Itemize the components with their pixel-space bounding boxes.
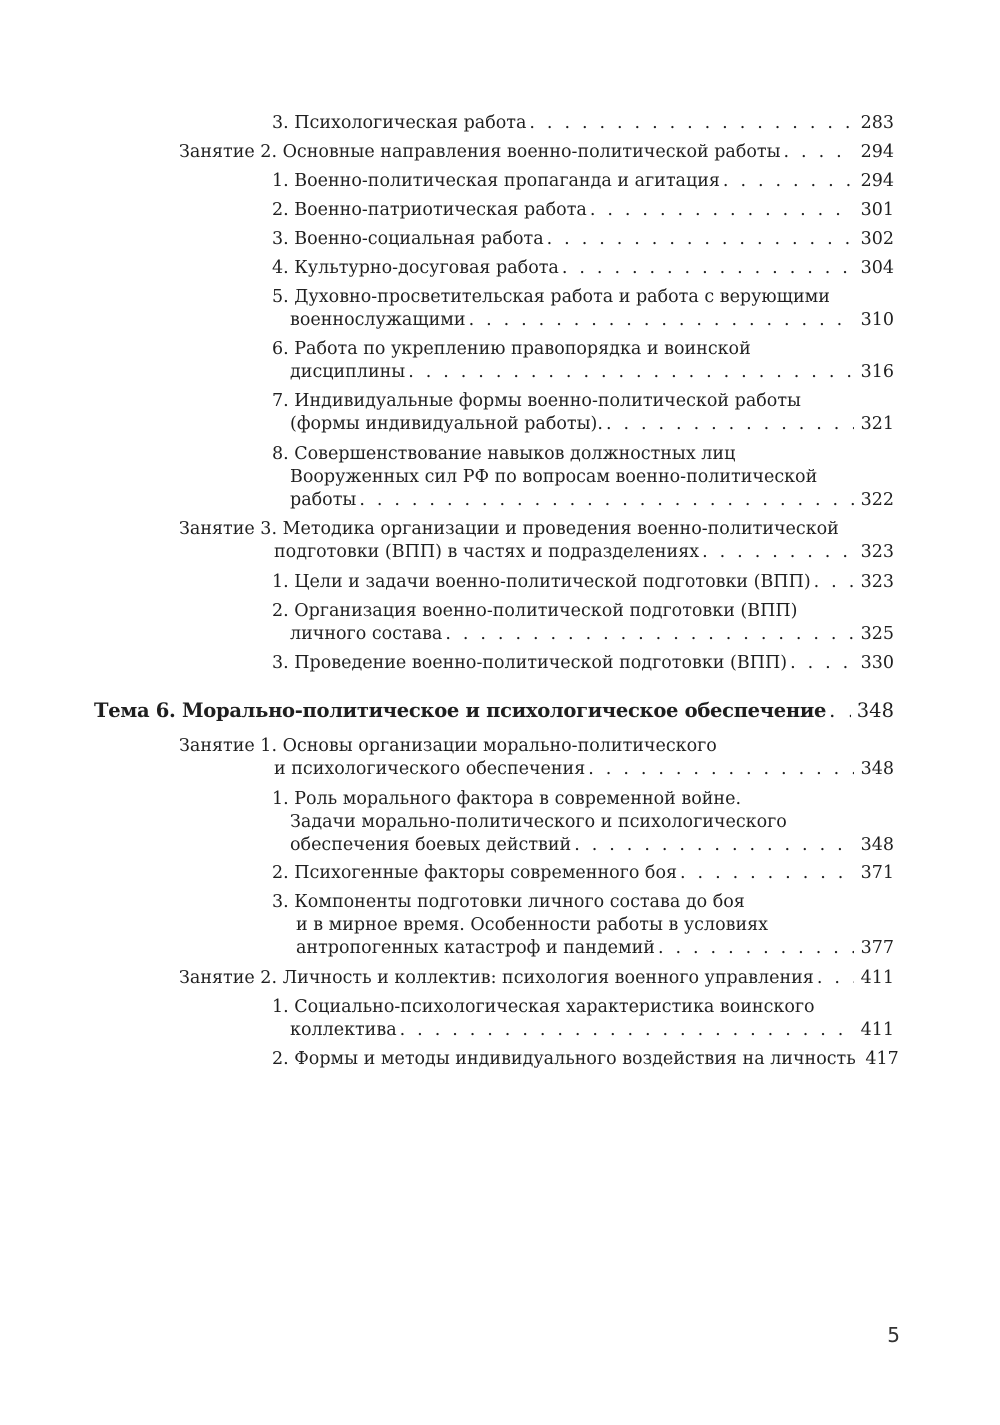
- toc-entry-title: 2. Организация военно-политической подготовки (ВПП): [272, 601, 798, 621]
- toc-entry: [272, 1048, 899, 1071]
- toc-entry: [272, 443, 894, 512]
- toc-entry: [272, 170, 894, 193]
- toc-entry-title: обеспечения боевых действий: [290, 835, 572, 855]
- leader-dots: [397, 1019, 854, 1042]
- toc-entry: [272, 652, 894, 675]
- toc-entry: [272, 112, 894, 135]
- toc-entry-title: 2. Формы и методы индивидуального воздействия на личность: [272, 1049, 856, 1069]
- toc-entry-page: 411: [860, 968, 894, 988]
- toc-entry: [272, 571, 894, 594]
- leader-dots: [466, 309, 854, 332]
- toc-entry-title: и в мирное время. Особенности работы в условиях: [296, 915, 769, 935]
- toc-entry-page: 348: [856, 699, 894, 722]
- toc-entry-title: дисциплины: [290, 362, 406, 382]
- toc-entry-page: 310: [860, 310, 894, 330]
- toc-entry-title: 6. Работа по укреплению правопорядка и воинской: [272, 339, 751, 359]
- toc-theme-heading: [94, 699, 894, 723]
- toc-entry-title: личного состава: [290, 624, 443, 644]
- toc-entry-title: Задачи морально-политического и психологического: [290, 812, 787, 832]
- leader-dots: [571, 834, 854, 857]
- leader-dots: [585, 758, 854, 781]
- toc-entry-title: Занятие 3. Методика организации и проведения военно-политической: [179, 519, 839, 539]
- toc-entry-page: 325: [860, 624, 894, 644]
- toc-entry-title: 4. Культурно-досуговая работа: [272, 258, 559, 278]
- leader-dots: [856, 1048, 859, 1071]
- toc-entry-title: Занятие 2. Личность и коллектив: психология военного управления: [179, 968, 814, 988]
- toc-entry: [272, 862, 894, 885]
- toc-entry-title: (формы индивидуальной работы).: [290, 414, 603, 434]
- toc-entry: [272, 199, 894, 222]
- leader-dots: [811, 571, 854, 594]
- toc-entry-title: 1. Военно-политическая пропаганда и агитация: [272, 171, 720, 191]
- toc-entry-page: 417: [865, 1049, 899, 1069]
- toc-entry-page: 301: [860, 200, 894, 220]
- toc-entry-page: 330: [860, 653, 894, 673]
- toc-entry-title: антропогенных катастроф и пандемий: [296, 938, 655, 958]
- toc-entry: [272, 600, 894, 646]
- toc-entry-title: 5. Духовно-просветительская работа и работа с верующими: [272, 287, 830, 307]
- toc-entry-title: 2. Военно-патриотическая работа: [272, 200, 587, 220]
- toc-entry-page: 321: [860, 414, 894, 434]
- toc-entry: [179, 967, 894, 990]
- leader-dots: [603, 413, 854, 436]
- leader-dots: [677, 862, 854, 885]
- leader-dots: [356, 489, 854, 512]
- toc-entry-title: подготовки (ВПП) в частях и подразделениях: [274, 542, 700, 562]
- toc-entry-title: 1. Социально-психологическая характеристика воинского: [272, 997, 815, 1017]
- leader-dots: [720, 170, 854, 193]
- leader-dots: [559, 257, 854, 280]
- toc-entry-title: 1. Цели и задачи военно-политической подготовки (ВПП): [272, 572, 811, 592]
- toc-entry-page: 323: [860, 572, 894, 592]
- toc-entry-title: Вооруженных сил РФ по вопросам военно-политической: [290, 467, 818, 487]
- toc-entry-title: 3. Психологическая работа: [272, 113, 527, 133]
- toc-entry-title: 3. Компоненты подготовки личного состава до боя: [272, 892, 745, 912]
- leader-dots: [405, 361, 854, 384]
- toc-entry: [272, 390, 894, 436]
- toc-entry: [272, 788, 894, 857]
- leader-dots: [655, 937, 854, 960]
- toc-entry-title: 2. Психогенные факторы современного боя: [272, 863, 678, 883]
- toc-entry-page: 294: [860, 171, 894, 191]
- toc-entry-page: 348: [860, 759, 894, 779]
- toc-entry-title: 7. Индивидуальные формы военно-политической работы: [272, 391, 801, 411]
- leader-dots: [781, 141, 854, 164]
- toc-entry: [179, 518, 894, 564]
- toc-entry-title: Занятие 1. Основы организации морально-политического: [179, 736, 717, 756]
- leader-dots: [526, 112, 854, 135]
- page-number: 5: [887, 1323, 900, 1347]
- toc-entry: [272, 257, 894, 280]
- leader-dots: [544, 228, 854, 251]
- toc-entry: [272, 891, 894, 960]
- toc-entry-page: 377: [860, 938, 894, 958]
- toc-entry-page: 371: [860, 863, 894, 883]
- toc-entry-title: работы: [290, 490, 357, 510]
- toc-entry-title: военнослужащими: [290, 310, 466, 330]
- leader-dots: [826, 699, 851, 723]
- leader-dots: [587, 199, 854, 222]
- toc-entry-page: 304: [860, 258, 894, 278]
- toc-entry: [272, 286, 894, 332]
- toc-entry-title: коллектива: [290, 1020, 397, 1040]
- toc-entry-title: и психологического обеспечения: [274, 759, 586, 779]
- leader-dots: [699, 541, 854, 564]
- toc-entry-page: 322: [860, 490, 894, 510]
- toc-entry-page: 294: [860, 142, 894, 162]
- toc-entry-page: 316: [860, 362, 894, 382]
- toc-entry-page: 411: [860, 1020, 894, 1040]
- toc-entry: [179, 735, 894, 781]
- toc-entry-title: 8. Совершенствование навыков должностных лиц: [272, 444, 736, 464]
- toc-entry-page: 323: [860, 542, 894, 562]
- toc-entry-page: 348: [860, 835, 894, 855]
- toc-entry: [272, 228, 894, 251]
- toc-entry-page: 283: [860, 113, 894, 133]
- leader-dots: [787, 652, 854, 675]
- leader-dots: [442, 623, 854, 646]
- leader-dots: [814, 967, 854, 990]
- toc-entry-title: Занятие 2. Основные направления военно-политической работы: [179, 142, 781, 162]
- toc-entry-title: Тема 6. Морально-политическое и психологическое обеспечение: [94, 699, 827, 722]
- toc-entry-page: 302: [860, 229, 894, 249]
- toc-entry: [272, 996, 894, 1042]
- toc-entry: [179, 141, 894, 164]
- toc-entry-title: 1. Роль морального фактора в современной войне.: [272, 789, 742, 809]
- toc-entry-title: 3. Военно-социальная работа: [272, 229, 544, 249]
- toc-entry: [272, 338, 894, 384]
- toc-entry-title: 3. Проведение военно-политической подготовки (ВПП): [272, 653, 788, 673]
